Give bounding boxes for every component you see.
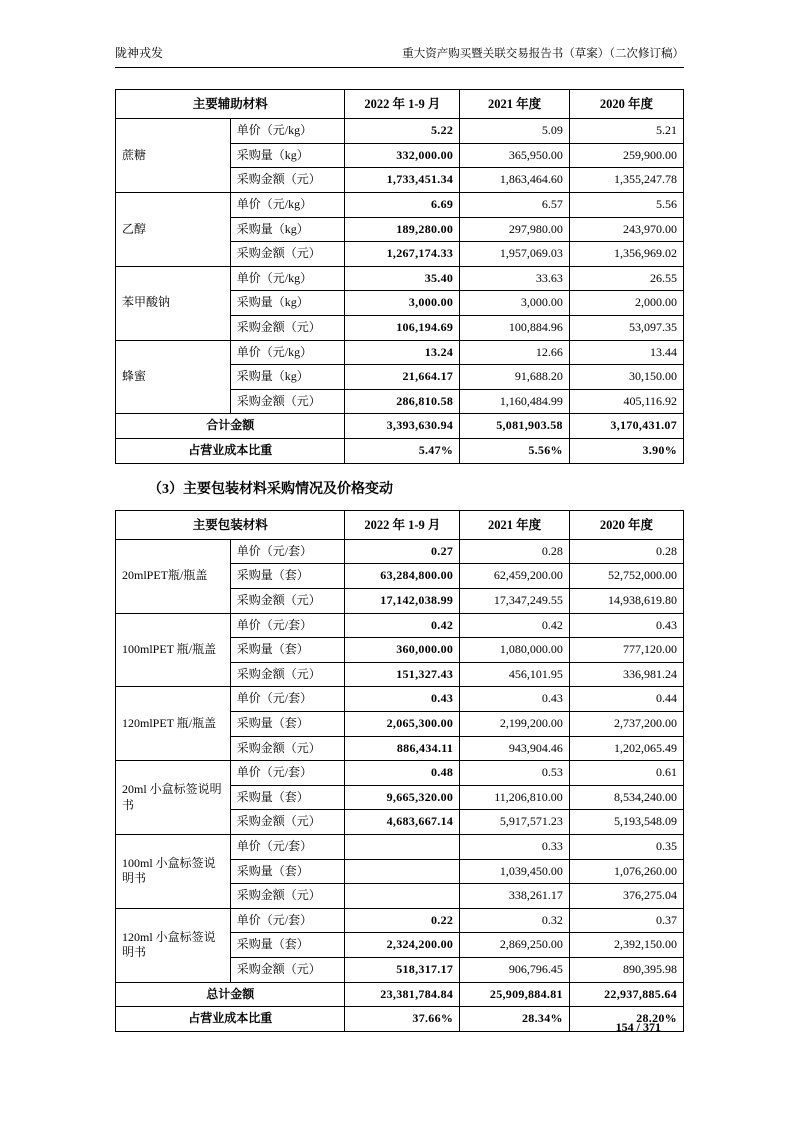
- metric-label: 采购金额（元）: [230, 389, 345, 414]
- metric-label: 单价（元/套）: [230, 834, 345, 859]
- value-cell: 1,957,069.03: [460, 242, 570, 267]
- value-cell: 189,280.00: [345, 217, 460, 242]
- value-cell: 0.43: [460, 687, 570, 712]
- metric-label: 单价（元/套）: [230, 539, 345, 564]
- value-cell: 14,938,619.80: [569, 589, 683, 614]
- total-row: [116, 414, 684, 439]
- col-header-2020: 2020 年度: [569, 90, 683, 119]
- metric-label: 单价（元/kg）: [230, 119, 345, 144]
- value-cell: 360,000.00: [345, 638, 460, 663]
- value-cell: 0.53: [460, 761, 570, 786]
- value-cell: [345, 884, 460, 909]
- table-row: [116, 539, 684, 564]
- value-cell: 0.42: [345, 613, 460, 638]
- value-cell: 0.22: [345, 908, 460, 933]
- metric-label: 采购金额（元）: [230, 810, 345, 835]
- value-cell: 5.22: [345, 119, 460, 144]
- metric-label: 采购量（kg）: [230, 291, 345, 316]
- value-cell: 0.27: [345, 539, 460, 564]
- header-company-name: 陇神戎发: [115, 46, 164, 60]
- metric-label: 单价（元/套）: [230, 908, 345, 933]
- total-value-cell: 5.56%: [460, 438, 570, 463]
- value-cell: 151,327.43: [345, 662, 460, 687]
- material-name: 蔗糖: [116, 119, 231, 193]
- metric-label: 采购金额（元）: [230, 242, 345, 267]
- table-header-row: [116, 90, 684, 119]
- value-cell: 0.35: [569, 834, 683, 859]
- value-cell: 2,737,200.00: [569, 711, 683, 736]
- value-cell: 0.28: [460, 539, 570, 564]
- material-name: 120mlPET 瓶/瓶盖: [116, 687, 231, 761]
- table-row: [116, 613, 684, 638]
- total-row: [116, 438, 684, 463]
- metric-label: 采购量（套）: [230, 933, 345, 958]
- value-cell: 1,160,484.99: [460, 389, 570, 414]
- value-cell: 0.61: [569, 761, 683, 786]
- value-cell: 297,980.00: [460, 217, 570, 242]
- material-name: 120ml 小盒标签说明书: [116, 908, 231, 982]
- value-cell: 1,355,247.78: [569, 168, 683, 193]
- value-cell: 5,917,571.23: [460, 810, 570, 835]
- total-value-cell: 3,393,630.94: [345, 414, 460, 439]
- table-row: [116, 340, 684, 365]
- metric-label: 采购金额（元）: [230, 736, 345, 761]
- value-cell: 0.32: [460, 908, 570, 933]
- value-cell: 405,116.92: [569, 389, 683, 414]
- value-cell: 17,347,249.55: [460, 589, 570, 614]
- value-cell: 1,076,260.00: [569, 859, 683, 884]
- col-header-2022: 2022 年 1-9 月: [345, 90, 460, 119]
- total-value-cell: 28.20%: [569, 1007, 683, 1032]
- material-name: 100mlPET 瓶/瓶盖: [116, 613, 231, 687]
- value-cell: 63,284,800.00: [345, 564, 460, 589]
- metric-label: 单价（元/套）: [230, 613, 345, 638]
- value-cell: 13.24: [345, 340, 460, 365]
- metric-label: 采购金额（元）: [230, 884, 345, 909]
- value-cell: 17,142,038.99: [345, 589, 460, 614]
- value-cell: 11,206,810.00: [460, 785, 570, 810]
- page-number: 154 / 371: [615, 1020, 661, 1034]
- material-name: 20ml 小盒标签说明书: [116, 761, 231, 835]
- table-row: [116, 193, 684, 218]
- table-row: [116, 266, 684, 291]
- table-row: [116, 687, 684, 712]
- value-cell: 2,065,300.00: [345, 711, 460, 736]
- value-cell: 0.43: [569, 613, 683, 638]
- material-name: 蜂蜜: [116, 340, 231, 414]
- value-cell: 9,665,320.00: [345, 785, 460, 810]
- col-header-2020: 2020 年度: [569, 510, 683, 539]
- total-row: [116, 1007, 684, 1032]
- col-header-material: 主要包装材料: [116, 510, 345, 539]
- value-cell: 6.57: [460, 193, 570, 218]
- metric-label: 采购量（套）: [230, 859, 345, 884]
- value-cell: 26.55: [569, 266, 683, 291]
- value-cell: [345, 859, 460, 884]
- total-row-label: 总计金额: [116, 982, 345, 1007]
- value-cell: 21,664.17: [345, 365, 460, 390]
- value-cell: 0.37: [569, 908, 683, 933]
- value-cell: 53,097.35: [569, 316, 683, 341]
- col-header-2022: 2022 年 1-9 月: [345, 510, 460, 539]
- value-cell: 5,193,548.09: [569, 810, 683, 835]
- header-report-title: 重大资产购买暨关联交易报告书（草案）（二次修订稿）: [402, 48, 684, 60]
- value-cell: 0.43: [345, 687, 460, 712]
- value-cell: 91,688.20: [460, 365, 570, 390]
- value-cell: 62,459,200.00: [460, 564, 570, 589]
- total-value-cell: 5.47%: [345, 438, 460, 463]
- value-cell: 336,981.24: [569, 662, 683, 687]
- col-header-2021: 2021 年度: [460, 90, 570, 119]
- value-cell: 2,199,200.00: [460, 711, 570, 736]
- value-cell: 1,267,174.33: [345, 242, 460, 267]
- value-cell: 376,275.04: [569, 884, 683, 909]
- value-cell: 338,261.17: [460, 884, 570, 909]
- value-cell: 3,000.00: [345, 291, 460, 316]
- value-cell: 5.56: [569, 193, 683, 218]
- total-row: [116, 982, 684, 1007]
- value-cell: 13.44: [569, 340, 683, 365]
- value-cell: 906,796.45: [460, 957, 570, 982]
- value-cell: 286,810.58: [345, 389, 460, 414]
- value-cell: 0.33: [460, 834, 570, 859]
- metric-label: 采购金额（元）: [230, 168, 345, 193]
- value-cell: 30,150.00: [569, 365, 683, 390]
- value-cell: 1,733,451.34: [345, 168, 460, 193]
- metric-label: 采购量（套）: [230, 638, 345, 663]
- value-cell: 5.21: [569, 119, 683, 144]
- metric-label: 单价（元/kg）: [230, 193, 345, 218]
- value-cell: 259,900.00: [569, 143, 683, 168]
- table-row: [116, 761, 684, 786]
- packaging-materials-table: [115, 510, 684, 1032]
- value-cell: 6.69: [345, 193, 460, 218]
- value-cell: 243,970.00: [569, 217, 683, 242]
- value-cell: 943,904.46: [460, 736, 570, 761]
- total-row-label: 占营业成本比重: [116, 1007, 345, 1032]
- total-row-label: 占营业成本比重: [116, 438, 345, 463]
- total-value-cell: 5,081,903.58: [460, 414, 570, 439]
- value-cell: 2,869,250.00: [460, 933, 570, 958]
- value-cell: 1,202,065.49: [569, 736, 683, 761]
- total-value-cell: 28.34%: [460, 1007, 570, 1032]
- material-name: 乙醇: [116, 193, 231, 267]
- value-cell: 890,395.98: [569, 957, 683, 982]
- value-cell: 35.40: [345, 266, 460, 291]
- metric-label: 采购量（kg）: [230, 217, 345, 242]
- value-cell: 886,434.11: [345, 736, 460, 761]
- table-header-row: [116, 510, 684, 539]
- value-cell: 3,000.00: [460, 291, 570, 316]
- total-value-cell: 25,909,884.81: [460, 982, 570, 1007]
- value-cell: 365,950.00: [460, 143, 570, 168]
- value-cell: 332,000.00: [345, 143, 460, 168]
- material-name: 100ml 小盒标签说明书: [116, 834, 231, 908]
- material-name: 20mlPET瓶/瓶盖: [116, 539, 231, 613]
- section-heading: （3）主要包装材料采购情况及价格变动: [148, 481, 393, 497]
- metric-label: 单价（元/kg）: [230, 340, 345, 365]
- col-header-material: 主要辅助材料: [116, 90, 345, 119]
- value-cell: 1,080,000.00: [460, 638, 570, 663]
- col-header-2021: 2021 年度: [460, 510, 570, 539]
- table-row: [116, 834, 684, 859]
- metric-label: 采购量（kg）: [230, 143, 345, 168]
- total-value-cell: 3.90%: [569, 438, 683, 463]
- metric-label: 单价（元/套）: [230, 687, 345, 712]
- value-cell: 5.09: [460, 119, 570, 144]
- metric-label: 采购量（kg）: [230, 365, 345, 390]
- page-content: [115, 44, 684, 1032]
- value-cell: 4,683,667.14: [345, 810, 460, 835]
- total-value-cell: 23,381,784.84: [345, 982, 460, 1007]
- metric-label: 采购金额（元）: [230, 662, 345, 687]
- metric-label: 采购金额（元）: [230, 589, 345, 614]
- value-cell: 518,317.17: [345, 957, 460, 982]
- metric-label: 采购金额（元）: [230, 957, 345, 982]
- value-cell: 8,534,240.00: [569, 785, 683, 810]
- value-cell: 33.63: [460, 266, 570, 291]
- metric-label: 单价（元/套）: [230, 761, 345, 786]
- value-cell: 456,101.95: [460, 662, 570, 687]
- metric-label: 采购金额（元）: [230, 316, 345, 341]
- table-row: [116, 908, 684, 933]
- value-cell: 2,392,150.00: [569, 933, 683, 958]
- material-name: 苯甲酸钠: [116, 266, 231, 340]
- table-row: [116, 119, 684, 144]
- value-cell: 1,039,450.00: [460, 859, 570, 884]
- metric-label: 采购量（套）: [230, 564, 345, 589]
- value-cell: 2,000.00: [569, 291, 683, 316]
- value-cell: 0.28: [569, 539, 683, 564]
- value-cell: [345, 834, 460, 859]
- value-cell: 106,194.69: [345, 316, 460, 341]
- value-cell: 1,863,464.60: [460, 168, 570, 193]
- value-cell: 52,752,000.00: [569, 564, 683, 589]
- total-value-cell: 3,170,431.07: [569, 414, 683, 439]
- metric-label: 单价（元/kg）: [230, 266, 345, 291]
- value-cell: 0.42: [460, 613, 570, 638]
- value-cell: 0.44: [569, 687, 683, 712]
- total-value-cell: 37.66%: [345, 1007, 460, 1032]
- value-cell: 12.66: [460, 340, 570, 365]
- value-cell: 2,324,200.00: [345, 933, 460, 958]
- value-cell: 0.48: [345, 761, 460, 786]
- metric-label: 采购量（套）: [230, 785, 345, 810]
- auxiliary-materials-table: [115, 89, 684, 464]
- document-header: [115, 44, 684, 68]
- metric-label: 采购量（套）: [230, 711, 345, 736]
- value-cell: 1,356,969.02: [569, 242, 683, 267]
- total-row-label: 合计金额: [116, 414, 345, 439]
- value-cell: 777,120.00: [569, 638, 683, 663]
- total-value-cell: 22,937,885.64: [569, 982, 683, 1007]
- value-cell: 100,884.96: [460, 316, 570, 341]
